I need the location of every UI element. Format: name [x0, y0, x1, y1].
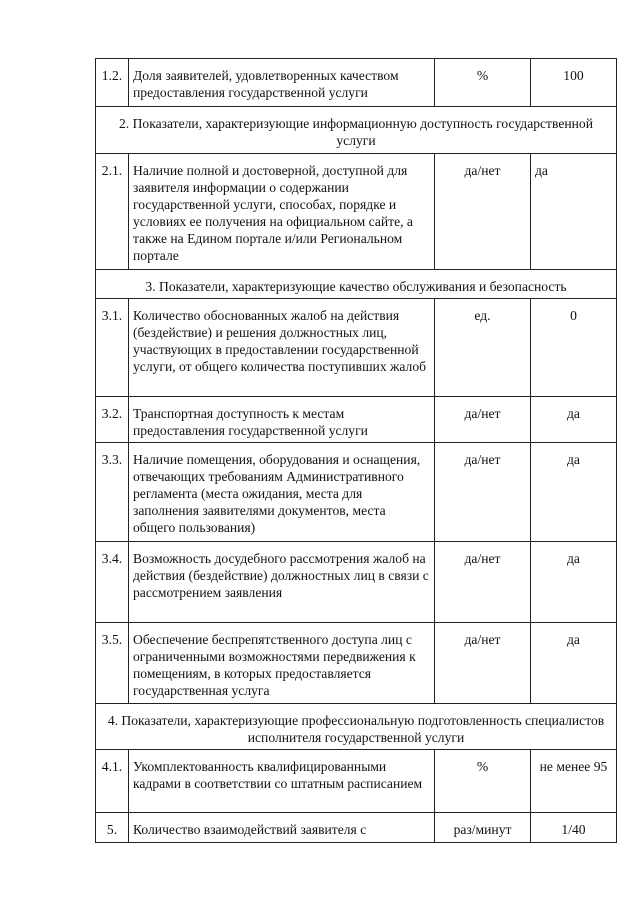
- value-cell: 0: [531, 299, 617, 397]
- table-row: [96, 813, 617, 843]
- row-number: 3.5.: [96, 623, 129, 704]
- indicator-text: Транспортная доступность к местам предоставления государственной услуги: [129, 397, 435, 443]
- row-number: 1.2.: [96, 59, 129, 107]
- indicator-text: Количество взаимодействий заявителя с: [129, 813, 435, 843]
- table-row: [96, 623, 617, 704]
- row-number: 2.1.: [96, 154, 129, 270]
- unit-cell: да/нет: [435, 623, 531, 704]
- unit-cell: %: [435, 750, 531, 813]
- value-cell: да: [531, 443, 617, 542]
- indicator-text: Доля заявителей, удовлетворенных качеством предоставления государственной услуги: [129, 59, 435, 107]
- value-cell: да: [531, 542, 617, 623]
- indicator-text: Обеспечение беспрепятственного доступа лиц с ограниченными возможностями передвижения к помещениям, в которых предоставляется государственная услуга: [129, 623, 435, 704]
- unit-cell: ед.: [435, 299, 531, 397]
- row-number: 5.: [96, 813, 129, 843]
- table-row: [96, 154, 617, 270]
- value-cell: 1/40: [531, 813, 617, 843]
- unit-cell: да/нет: [435, 443, 531, 542]
- table-row: [96, 59, 617, 107]
- value-cell: да: [531, 397, 617, 443]
- table-row: [96, 299, 617, 397]
- indicators-table: [95, 58, 617, 843]
- indicator-text: Возможность досудебного рассмотрения жалоб на действия (бездействие) должностных лиц в связи с рассмотрением заявления: [129, 542, 435, 623]
- row-number: 4.1.: [96, 750, 129, 813]
- table-row: [96, 750, 617, 813]
- row-number: 3.3.: [96, 443, 129, 542]
- section-heading: 3. Показатели, характеризующие качество обслуживания и безопасность: [96, 270, 617, 299]
- indicator-text: Наличие полной и достоверной, доступной для заявителя информации о содержании государственной услуги, способах, порядке и условиях ее получения на официальном сайте, а также на Едином портале и/или Региональном портале: [129, 154, 435, 270]
- indicator-text: Укомплектованность квалифицированными кадрами в соответствии со штатным расписанием: [129, 750, 435, 813]
- indicator-text: Количество обоснованных жалоб на действия (бездействие) и решения должностных лиц, участвующих в предоставлении государственной услуги, от общего количества поступивших жалоб: [129, 299, 435, 397]
- row-number: 3.4.: [96, 542, 129, 623]
- value-cell: да: [531, 154, 617, 270]
- section-row: [96, 704, 617, 750]
- unit-cell: да/нет: [435, 542, 531, 623]
- unit-cell: раз/минут: [435, 813, 531, 843]
- section-heading: 2. Показатели, характеризующие информационную доступность государственной услуги: [96, 107, 617, 154]
- value-cell: да: [531, 623, 617, 704]
- table-row: [96, 542, 617, 623]
- unit-cell: да/нет: [435, 397, 531, 443]
- row-number: 3.2.: [96, 397, 129, 443]
- section-row: [96, 270, 617, 299]
- section-row: [96, 107, 617, 154]
- table-row: [96, 443, 617, 542]
- table-row: [96, 397, 617, 443]
- value-cell: 100: [531, 59, 617, 107]
- unit-cell: да/нет: [435, 154, 531, 270]
- row-number: 3.1.: [96, 299, 129, 397]
- value-cell: не менее 95: [531, 750, 617, 813]
- indicator-text: Наличие помещения, оборудования и оснащения, отвечающих требованиям Административного регламента (места ожидания, места для заполнения заявителями документов, места общего пользования): [129, 443, 435, 542]
- section-heading: 4. Показатели, характеризующие профессиональную подготовленность специалистов исполнителя государственной услуги: [96, 704, 617, 750]
- unit-cell: %: [435, 59, 531, 107]
